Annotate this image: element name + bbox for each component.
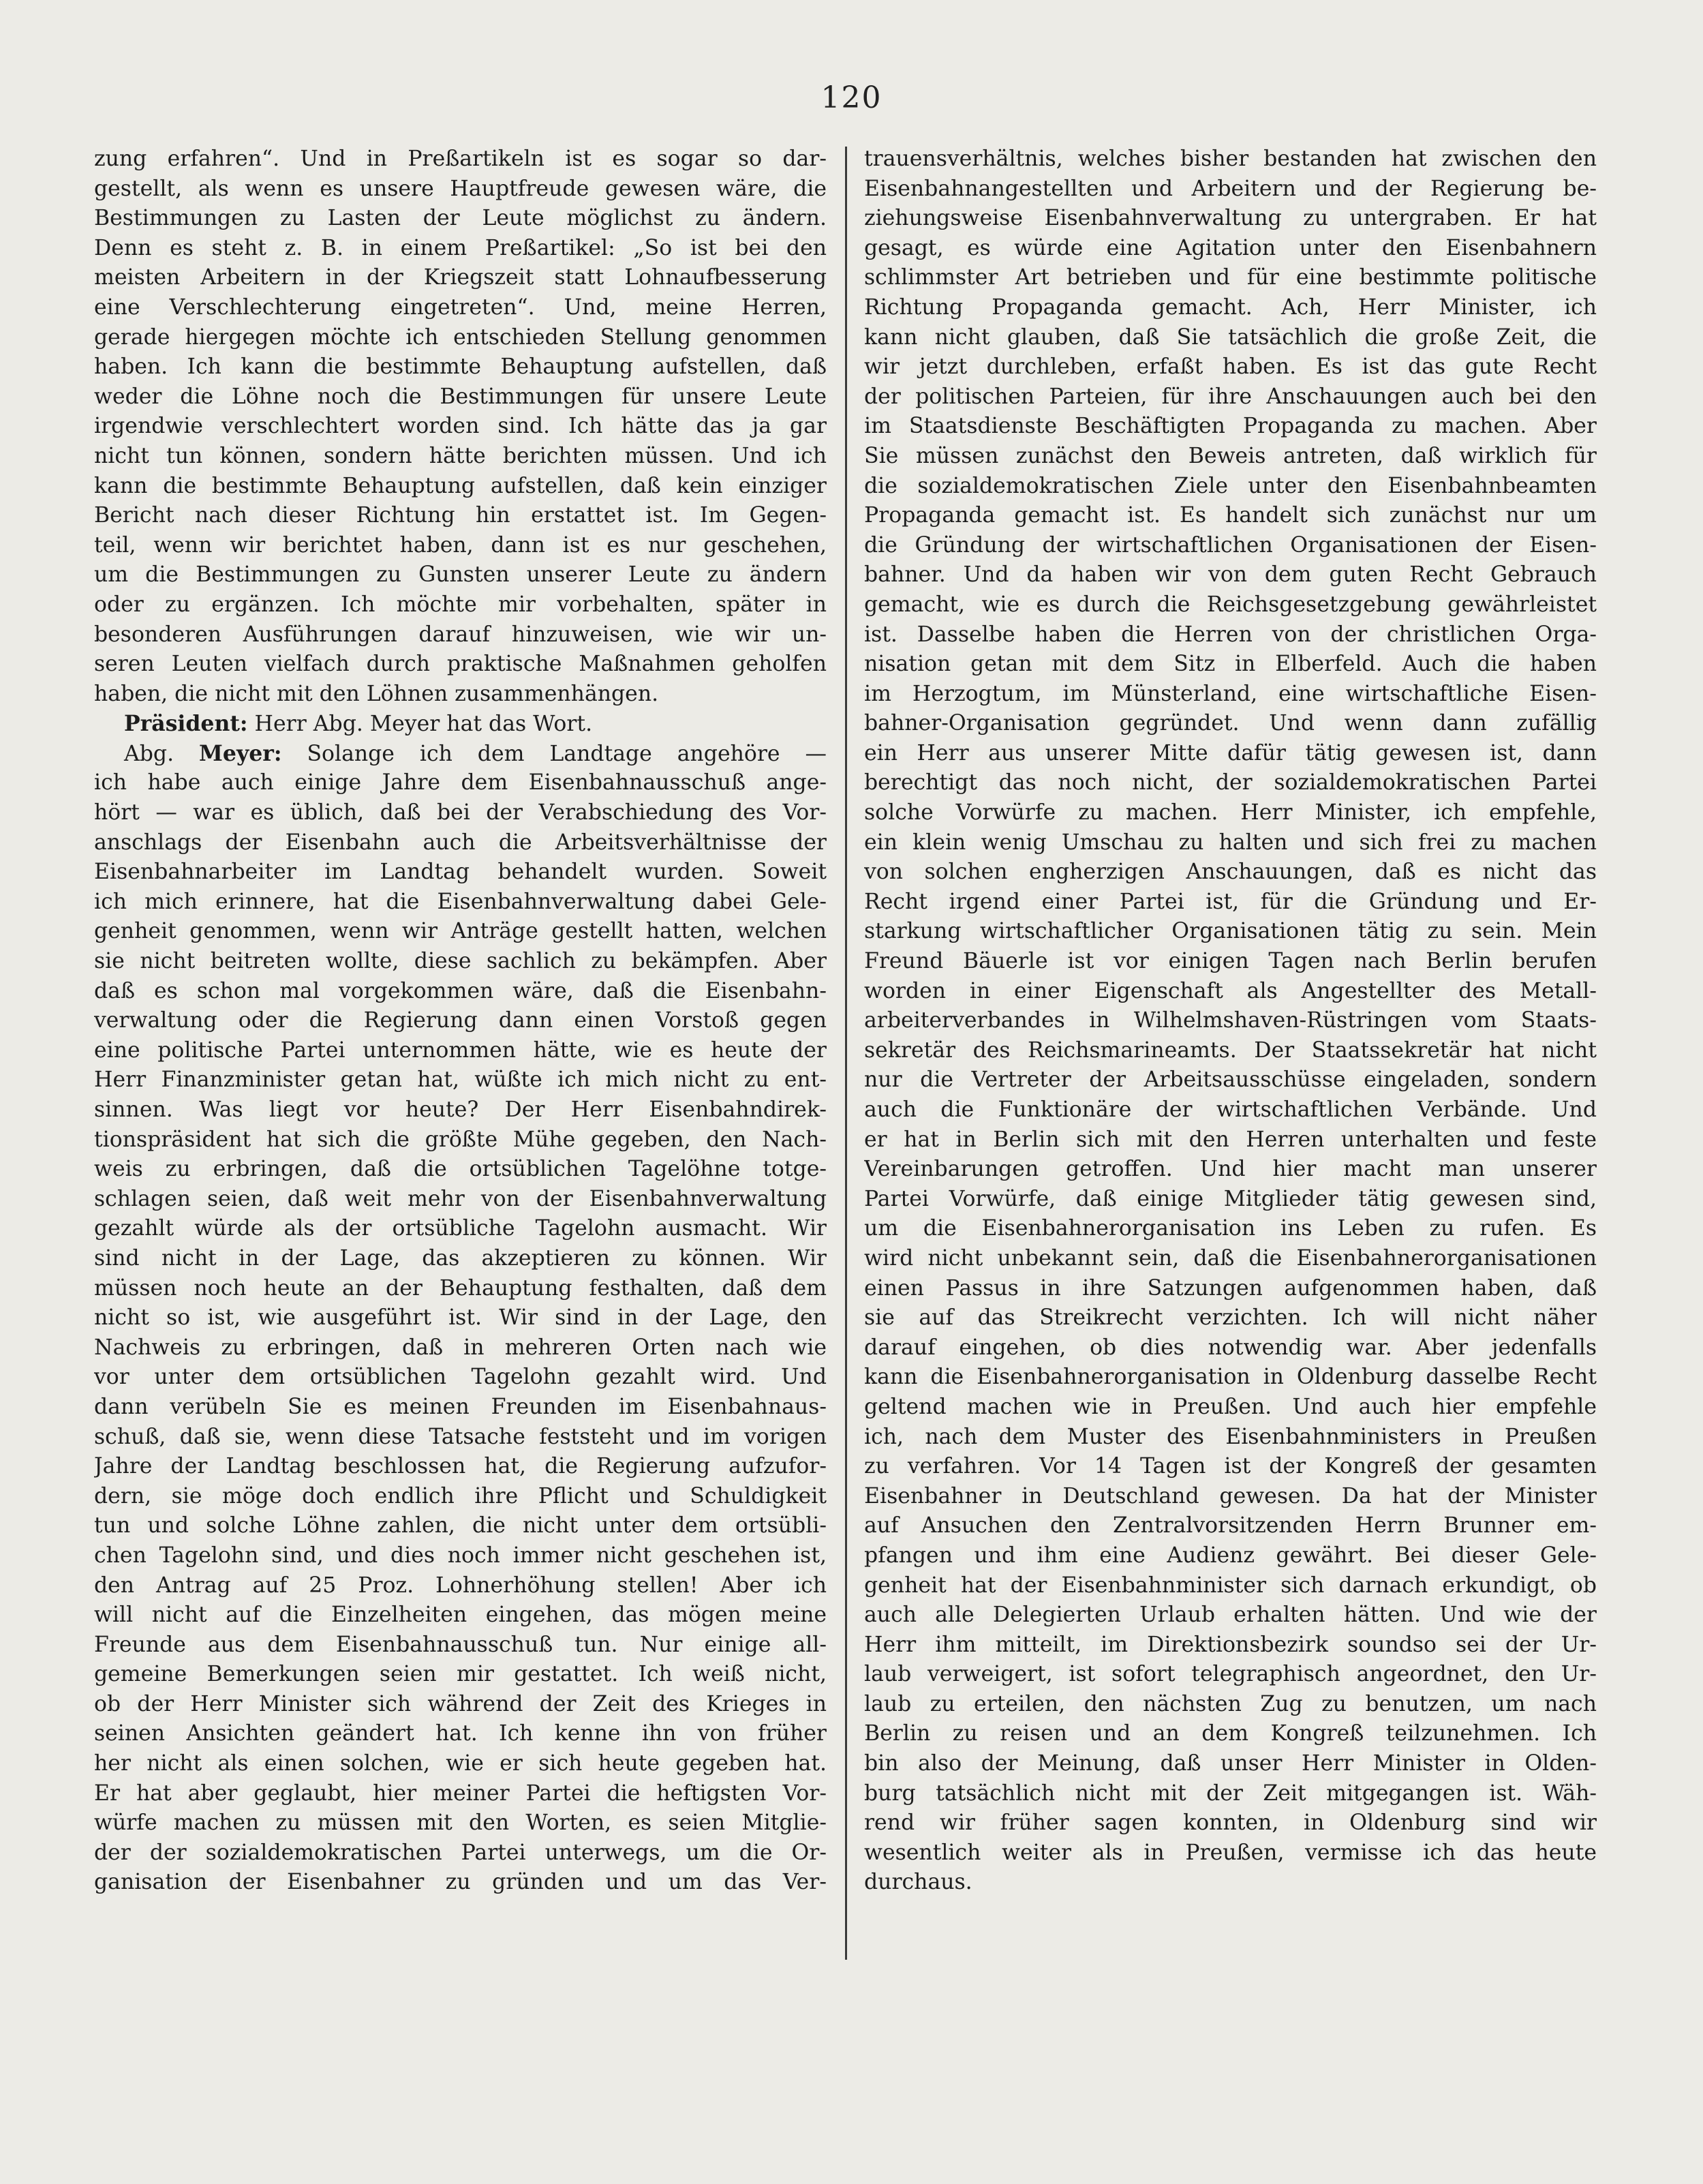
text-line <box>864 382 1597 412</box>
line-text: geltend machen wie in Preußen. Und auch hier empfehle <box>864 1394 1597 1419</box>
line-text: nur die Vertreter der Arbeitsausschüsse eingeladen, sondern <box>864 1067 1597 1093</box>
line-text: Eisenbahnarbeiter im Landtag behandelt wurden. Soweit <box>94 860 827 885</box>
line-text: genheit hat der Eisenbahnminister sich darnach erkundigt, ob <box>864 1573 1597 1598</box>
line-text: Er hat aber geglaubt, hier meiner Partei die heftigsten Vor- <box>94 1780 827 1806</box>
text-line <box>94 709 827 739</box>
line-text: ich mich erinnere, hat die Eisenbahnverwaltung dabei Gele- <box>94 889 827 914</box>
text-line <box>864 1393 1597 1423</box>
text-line <box>94 1006 827 1036</box>
text-line <box>94 1719 827 1749</box>
line-text: laub verweigert, ist sofort telegraphisch angeordnet, den Ur- <box>864 1662 1597 1687</box>
text-line <box>94 828 827 858</box>
line-text: Solange ich dem Landtage angehöre — <box>281 741 827 766</box>
text-line <box>864 1274 1597 1304</box>
text-line <box>94 1244 827 1274</box>
line-text: weis zu erbringen, daß die ortsüblichen Tagelöhne totge- <box>94 1157 827 1182</box>
line-text: besonderen Ausführungen darauf hinzuweisen, wie wir un- <box>94 622 827 647</box>
text-line <box>864 412 1597 442</box>
line-text: Herr ihm mitteilt, im Direktionsbezirk soundso sei der Ur- <box>864 1632 1597 1657</box>
line-text: schlimmster Art betrieben und für eine bestimmte politische <box>864 265 1597 290</box>
text-line <box>864 768 1597 798</box>
line-text: Eisenbahnangestellten und Arbeitern und der Regierung be- <box>864 176 1597 201</box>
text-line <box>94 175 827 204</box>
line-text: rend wir früher sagen konnten, in Oldenburg sind wir <box>864 1810 1597 1836</box>
line-text: will nicht auf die Einzelheiten eingehen, das mögen meine <box>94 1603 827 1628</box>
line-text: sie auf das Streikrecht verzichten. Ich will nicht näher <box>864 1305 1597 1331</box>
line-text: würfe machen zu müssen mit den Worten, es seien Mitglie- <box>94 1810 827 1836</box>
line-text: im Staatsdienste Beschäftigten Propaganda zu machen. Aber <box>864 414 1597 439</box>
line-text: dern, sie möge doch endlich ihre Pflicht und Schuldigkeit <box>94 1483 827 1508</box>
line-text: Bericht nach dieser Richtung hin erstattet ist. Im Gegen- <box>94 503 827 528</box>
line-text: trauensverhältnis, welches bisher bestanden hat zwischen den <box>864 147 1597 171</box>
text-line <box>864 1095 1597 1125</box>
line-text: eine Verschlechterung eingetreten“. Und, meine Herren, <box>94 294 827 320</box>
line-text: wird nicht unbekannt sein, daß die Eisenbahnerorganisationen <box>864 1245 1597 1271</box>
text-line <box>864 1244 1597 1274</box>
text-line <box>94 977 827 1007</box>
text-line <box>864 1065 1597 1095</box>
line-text: weder die Löhne noch die Bestimmungen für unsere Leute <box>94 384 827 409</box>
line-text: ist. Dasselbe haben die Herren von der christlichen Orga- <box>864 622 1597 647</box>
text-line <box>864 204 1597 234</box>
text-line <box>864 1036 1597 1066</box>
line-text: Richtung Propaganda gemacht. Ach, Herr Minister, ich <box>864 294 1597 320</box>
text-line <box>864 1868 1597 1898</box>
text-line <box>864 1719 1597 1749</box>
line-text: anschlags der Eisenbahn auch die Arbeitsverhältnisse der <box>94 830 827 855</box>
text-line <box>94 352 827 382</box>
text-line <box>94 1303 827 1333</box>
line-text: einen Passus in ihre Satzungen aufgenommen haben, daß <box>864 1275 1597 1301</box>
line-text: berechtigt das noch nicht, der sozialdemokratischen Partei <box>864 770 1597 795</box>
line-text: Berlin zu reisen und an dem Kongreß teilzunehmen. Ich <box>864 1721 1597 1746</box>
text-line <box>94 917 827 947</box>
line-text: irgendwie verschlechtert worden sind. Ich hätte das ja gar <box>94 414 827 439</box>
column-divider <box>845 147 847 1960</box>
line-text: den Antrag auf 25 Proz. Lohnerhöhung stellen! Aber ich <box>94 1573 827 1598</box>
line-text: die Gründung der wirtschaftlichen Organisationen der Eisen- <box>864 532 1597 558</box>
text-line <box>94 1779 827 1809</box>
line-text: schlagen seien, daß weit mehr von der Eisenbahnverwaltung <box>94 1186 827 1211</box>
text-line <box>864 501 1597 531</box>
text-line <box>864 1482 1597 1512</box>
text-line <box>864 1155 1597 1185</box>
text-line <box>94 650 827 680</box>
line-text: wesentlich weiter als in Preußen, vermisse ich das heute <box>864 1840 1597 1865</box>
line-text: auch die Funktionäre der wirtschaftlichen Verbände. Und <box>864 1097 1597 1122</box>
line-text: durchaus. <box>864 1870 972 1895</box>
line-text: gemeine Bemerkungen seien mir gestattet. Ich weiß nicht, <box>94 1662 827 1687</box>
line-text: ein klein wenig Umschau zu halten und sich frei zu machen <box>864 830 1597 855</box>
line-text: Bestimmungen zu Lasten der Leute möglichst zu ändern. <box>94 206 827 231</box>
line-text: Jahre der Landtag beschlossen hat, die Regierung aufzufor- <box>94 1454 827 1479</box>
text-line <box>94 1274 827 1304</box>
text-line <box>864 739 1597 769</box>
line-text: auch alle Delegierten Urlaub erhalten hätten. Und wie der <box>864 1603 1597 1628</box>
text-line <box>864 888 1597 917</box>
line-text: verwaltung oder die Regierung dann einen Vorstoß gegen <box>94 1008 827 1033</box>
text-line <box>94 1660 827 1690</box>
line-text: ein Herr aus unserer Mitte dafür tätig gewesen ist, dann <box>864 740 1597 765</box>
text-line <box>94 1541 827 1571</box>
line-text: Recht irgend einer Partei ist, für die Gründung und Er- <box>864 889 1597 914</box>
line-text: daß es schon mal vorgekommen wäre, daß die Eisenbahn- <box>94 978 827 1003</box>
text-line <box>94 1036 827 1066</box>
text-line <box>864 947 1597 977</box>
text-line <box>94 1690 827 1720</box>
text-line <box>864 442 1597 472</box>
line-text: Freunde aus dem Eisenbahnausschuß tun. Nur einige all- <box>94 1632 827 1657</box>
line-text: ganisation der Eisenbahner zu gründen und um das Ver- <box>94 1870 827 1895</box>
line-text: um die Bestimmungen zu Gunsten unserer Leute zu ändern <box>94 562 827 588</box>
text-line <box>94 947 827 977</box>
text-line <box>864 1571 1597 1601</box>
line-text: Vereinbarungen getroffen. Und hier macht man unserer <box>864 1157 1597 1182</box>
line-text: bin also der Meinung, daß unser Herr Minister in Olden- <box>864 1751 1597 1776</box>
text-line <box>864 680 1597 710</box>
line-text: dann verübeln Sie es meinen Freunden im Eisenbahnaus- <box>94 1394 827 1419</box>
line-text: arbeiterverbandes in Wilhelmshaven-Rüstringen vom Staats- <box>864 1008 1597 1033</box>
text-line <box>864 472 1597 502</box>
text-line <box>864 798 1597 828</box>
text-line <box>94 1125 827 1155</box>
line-text: vor unter dem ortsüblichen Tagelohn gezahlt wird. Und <box>94 1365 827 1390</box>
line-text: zu verfahren. Vor 14 Tagen ist der Kongreß der gesamten <box>864 1454 1597 1479</box>
text-line <box>864 323 1597 353</box>
line-text: haben, die nicht mit den Löhnen zusammenhängen. <box>94 681 659 706</box>
text-line <box>94 234 827 264</box>
text-line <box>94 531 827 561</box>
line-text: von solchen engherzigen Anschauungen, daß es nicht das <box>864 860 1597 885</box>
line-text: Freund Bäuerle ist vor einigen Tagen nach Berlin berufen <box>864 949 1597 974</box>
text-line <box>94 1571 827 1601</box>
line-text: bahner. Und da haben wir von dem guten Recht Gebrauch <box>864 562 1597 588</box>
line-text: der der sozialdemokratischen Partei unterwegs, um die Or- <box>94 1840 827 1865</box>
line-text: burg tatsächlich nicht mit der Zeit mitgegangen ist. Wäh- <box>864 1780 1597 1806</box>
line-text: Sie müssen zunächst den Beweis antreten, daß wirklich für <box>864 443 1597 468</box>
line-text: gesagt, es würde eine Agitation unter den Eisenbahnern <box>864 235 1597 260</box>
text-line <box>864 531 1597 561</box>
line-text: starkung wirtschaftlicher Organisationen tätig zu sein. Mein <box>864 919 1597 944</box>
line-text: genheit genommen, wenn wir Anträge gestellt hatten, welchen <box>94 919 827 944</box>
text-line <box>94 858 827 888</box>
line-text: ziehungsweise Eisenbahnverwaltung zu untergraben. Er hat <box>864 206 1597 231</box>
line-text: sie nicht beitreten wollte, diese sachlich zu bekämpfen. Aber <box>94 949 827 974</box>
text-line <box>864 1423 1597 1453</box>
line-text: er hat in Berlin sich mit den Herren unterhalten und feste <box>864 1127 1597 1152</box>
text-line <box>864 650 1597 680</box>
text-line <box>94 442 827 472</box>
line-text: müssen noch heute an der Behauptung festhalten, daß dem <box>94 1275 827 1301</box>
text-line <box>864 145 1597 175</box>
text-line <box>864 858 1597 888</box>
line-text: darauf eingehen, ob dies notwendig war. Aber jedenfalls <box>864 1335 1597 1360</box>
text-line <box>864 263 1597 293</box>
page-number: 120 <box>820 80 883 115</box>
text-line <box>864 977 1597 1007</box>
text-line <box>94 1868 827 1898</box>
text-line <box>864 1779 1597 1809</box>
line-text: tun und solche Löhne zahlen, die nicht unter dem ortsübli- <box>94 1513 827 1538</box>
line-text: ich, nach dem Muster des Eisenbahnministers in Preußen <box>864 1424 1597 1449</box>
line-text: Eisenbahner in Deutschland gewesen. Da hat der Minister <box>864 1483 1597 1508</box>
text-line <box>864 1511 1597 1541</box>
line-text: im Herzogtum, im Münsterland, eine wirtschaftliche Eisen- <box>864 681 1597 706</box>
line-text: kann nicht glauben, daß Sie tatsächlich die große Zeit, die <box>864 324 1597 350</box>
text-line <box>94 1363 827 1393</box>
text-line <box>864 1631 1597 1660</box>
line-text: gemacht, wie es durch die Reichsgesetzgebung gewährleistet <box>864 592 1597 617</box>
text-line <box>864 1303 1597 1333</box>
text-line <box>864 1749 1597 1779</box>
text-line <box>94 1423 827 1453</box>
line-text: solche Vorwürfe zu machen. Herr Minister, ich empfehle, <box>864 800 1597 825</box>
text-line <box>94 293 827 323</box>
line-text: sinnen. Was liegt vor heute? Der Herr Eisenbahndirek- <box>94 1097 827 1122</box>
line-text: Propaganda gemacht ist. Es handelt sich zunächst nur um <box>864 503 1597 528</box>
line-text: hört — war es üblich, daß bei der Verabschiedung des Vor- <box>94 800 827 825</box>
text-line <box>864 1214 1597 1244</box>
line-text: pfangen und ihm eine Audienz gewährt. Bei dieser Gele- <box>864 1543 1597 1568</box>
text-line <box>864 1838 1597 1868</box>
text-line <box>864 1690 1597 1720</box>
text-line <box>94 1214 827 1244</box>
speaker-name: Meyer: <box>199 740 282 766</box>
text-line <box>864 1006 1597 1036</box>
text-line <box>94 560 827 590</box>
line-text: kann die Eisenbahnerorganisation in Oldenburg dasselbe Recht <box>864 1365 1597 1390</box>
line-text: seinen Ansichten geändert hat. Ich kenne ihn von früher <box>94 1721 827 1746</box>
text-line <box>94 1808 827 1838</box>
line-text: zung erfahren“. Und in Preßartikeln ist es sogar so dar- <box>94 147 827 171</box>
line-text: her nicht als einen solchen, wie er sich heute gegeben hat. <box>94 1751 827 1776</box>
text-line <box>864 234 1597 264</box>
line-text: der politischen Parteien, für ihre Anschauungen auch bei den <box>864 384 1597 409</box>
line-text: bahner-Organisation gegründet. Und wenn dann zufällig <box>864 711 1597 736</box>
text-line <box>864 1808 1597 1838</box>
text-line <box>94 680 827 710</box>
text-line <box>864 1363 1597 1393</box>
line-text: gerade hiergegen möchte ich entschieden Stellung genommen <box>94 324 827 350</box>
line-text: ob der Herr Minister sich während der Zeit des Krieges in <box>94 1691 827 1716</box>
text-line <box>94 888 827 917</box>
line-text: nicht tun können, sondern hätte berichten müssen. Und ich <box>94 443 827 468</box>
line-prefix: Abg. <box>124 741 200 766</box>
text-line <box>94 145 827 175</box>
line-text: eine politische Partei unternommen hätte, wie es heute der <box>94 1037 827 1063</box>
text-line <box>94 1838 827 1868</box>
text-line <box>864 352 1597 382</box>
line-text: haben. Ich kann die bestimmte Behauptung aufstellen, daß <box>94 354 827 380</box>
text-line <box>94 798 827 828</box>
text-line <box>864 620 1597 650</box>
line-text: seren Leuten vielfach durch praktische Maßnahmen geholfen <box>94 652 827 677</box>
text-line <box>94 1631 827 1660</box>
text-line <box>864 917 1597 947</box>
text-line <box>864 709 1597 739</box>
text-line <box>864 590 1597 620</box>
text-line <box>864 560 1597 590</box>
line-text: auf Ansuchen den Zentralvorsitzenden Herrn Brunner em- <box>864 1513 1597 1538</box>
line-text: Herr Abg. Meyer hat das Wort. <box>247 712 593 737</box>
text-line <box>864 1125 1597 1155</box>
text-line <box>94 1482 827 1512</box>
text-line <box>94 768 827 798</box>
text-line <box>94 1452 827 1482</box>
text-line <box>94 1095 827 1125</box>
text-line <box>864 1185 1597 1215</box>
line-text: Denn es steht z. B. in einem Preßartikel: „So ist bei den <box>94 235 827 260</box>
text-line <box>94 590 827 620</box>
line-text: sind nicht in der Lage, das akzeptieren zu können. Wir <box>94 1245 827 1271</box>
speaker-name: Präsident: <box>124 711 248 737</box>
text-line <box>864 1541 1597 1571</box>
line-text: nicht so ist, wie ausgeführt ist. Wir sind in der Lage, den <box>94 1305 827 1331</box>
line-text: die sozialdemokratischen Ziele unter den Eisenbahnbeamten <box>864 473 1597 498</box>
left-column <box>94 145 827 1898</box>
line-text: oder zu ergänzen. Ich möchte mir vorbehalten, später in <box>94 592 827 617</box>
text-line <box>864 828 1597 858</box>
line-text: ich habe auch einige Jahre dem Eisenbahnausschuß ange- <box>94 770 827 795</box>
text-line <box>94 1333 827 1363</box>
line-text: gestellt, als wenn es unsere Hauptfreude gewesen wäre, die <box>94 176 827 201</box>
line-text: Nachweis zu erbringen, daß in mehreren Orten nach wie <box>94 1335 827 1360</box>
text-line <box>94 263 827 293</box>
line-text: teil, wenn wir berichtet haben, dann ist es nur geschehen, <box>94 532 827 558</box>
text-line <box>94 204 827 234</box>
text-line <box>94 1065 827 1095</box>
text-line <box>864 1660 1597 1690</box>
text-line <box>94 501 827 531</box>
line-text: tionspräsident hat sich die größte Mühe gegeben, den Nach- <box>94 1127 827 1152</box>
text-line <box>864 1333 1597 1363</box>
text-line <box>94 1601 827 1631</box>
text-line <box>94 1511 827 1541</box>
text-line <box>94 412 827 442</box>
line-text: laub zu erteilen, den nächsten Zug zu benutzen, um nach <box>864 1691 1597 1716</box>
line-text: schuß, daß sie, wenn diese Tatsache feststeht und im vorigen <box>94 1424 827 1449</box>
text-line <box>94 1393 827 1423</box>
right-column <box>864 145 1597 1898</box>
text-line <box>864 1452 1597 1482</box>
line-text: gezahlt würde als der ortsübliche Tagelohn ausmacht. Wir <box>94 1216 827 1241</box>
line-text: sekretär des Reichsmarineamts. Der Staatssekretär hat nicht <box>864 1037 1597 1063</box>
line-text: chen Tagelohn sind, und dies noch immer nicht geschehen ist, <box>94 1543 827 1568</box>
text-line <box>94 1155 827 1185</box>
text-line <box>94 323 827 353</box>
text-line <box>94 1185 827 1215</box>
text-line <box>94 1749 827 1779</box>
line-text: meisten Arbeitern in der Kriegszeit statt Lohnaufbesserung <box>94 265 827 290</box>
text-line <box>94 620 827 650</box>
line-text: wir jetzt durchleben, erfaßt haben. Es ist das gute Recht <box>864 354 1597 380</box>
line-text: Partei Vorwürfe, daß einige Mitglieder tätig gewesen sind, <box>864 1186 1597 1211</box>
text-line <box>864 293 1597 323</box>
line-text: nisation getan mit dem Sitz in Elberfeld. Auch die haben <box>864 652 1597 677</box>
text-line <box>94 382 827 412</box>
line-text: um die Eisenbahnerorganisation ins Leben zu rufen. Es <box>864 1216 1597 1241</box>
text-line <box>864 1601 1597 1631</box>
text-line <box>94 739 827 769</box>
text-line <box>94 472 827 502</box>
line-text: worden in einer Eigenschaft als Angestellter des Metall- <box>864 978 1597 1003</box>
text-line <box>864 175 1597 204</box>
line-text: Herr Finanzminister getan hat, wüßte ich mich nicht zu ent- <box>94 1067 827 1093</box>
line-text: kann die bestimmte Behauptung aufstellen, daß kein einziger <box>94 473 827 498</box>
